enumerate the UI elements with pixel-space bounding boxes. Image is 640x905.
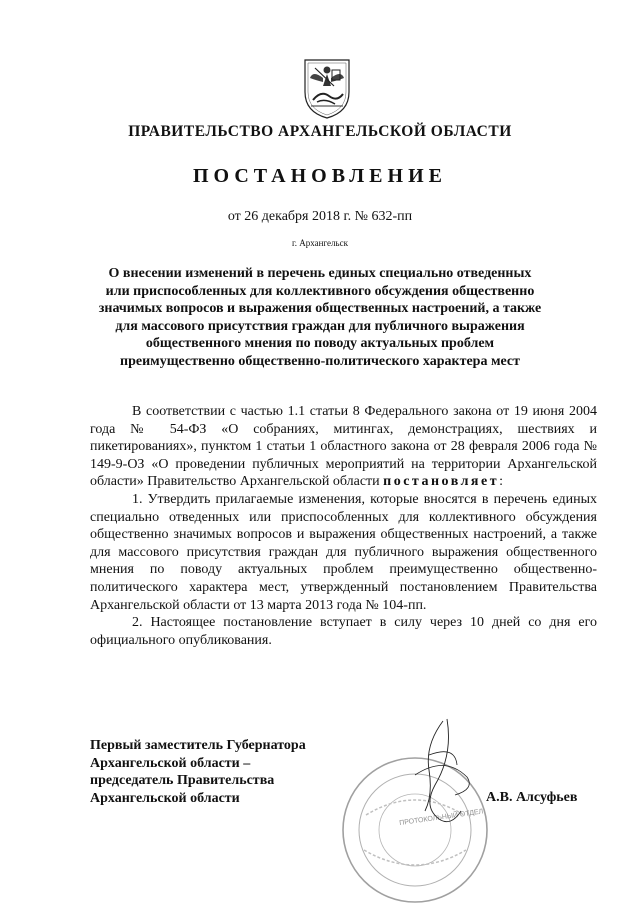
document-date-number: от 26 декабря 2018 г. № 632-пп (227, 209, 413, 224)
handwritten-signature (395, 715, 485, 835)
signer-position-line: Первый заместитель Губернатора (90, 738, 306, 753)
subject-line: для массового присутствия граждан для публичного выражения (115, 318, 525, 334)
signer-position (90, 737, 350, 807)
signer-name: А.В. Алсуфьев (486, 790, 578, 805)
signer-position-line: Архангельской области – (90, 755, 251, 771)
subject-line: значимых вопросов и выражения общественных настроений, а также (98, 301, 542, 317)
preamble-text: В соответствии с частью 1.1 статьи 8 Федерального закона от 19 июня 2004 года № 54-ФЗ «О собраниях, митингах, демонстрациях, шествиях и пикетированиях», пунктом 1 статьи 1 областного закона от 28 февраля 2006 года № 149-9-ОЗ «О проведении публичных мероприятий на территории Архангельской области» Правительство Архангельской области (90, 404, 597, 490)
decree-word: постановляет (383, 474, 500, 490)
government-title: ПРАВИТЕЛЬСТВО АРХАНГЕЛЬСКОЙ ОБЛАСТИ (128, 123, 512, 140)
signer-position-line: Архангельской области (90, 790, 240, 806)
document-type-title: ПОСТАНОВЛЕНИЕ (193, 165, 447, 187)
subject-line: преимущественно общественно-политического характера мест (120, 353, 520, 369)
subject-line: общественного мнения по поводу актуальных проблем (145, 336, 495, 352)
item-2-paragraph: 2. Настоящее постановление вступает в силу через 10 дней со дня его официального опубликования. (90, 615, 597, 648)
document-city: г. Архангельск (292, 238, 348, 248)
subject-line: или приспособленных для коллективного обсуждения общественно (105, 283, 535, 299)
subject-line: О внесении изменений в перечень единых специально отведенных (108, 266, 532, 281)
document-subject (90, 265, 550, 371)
archangel-coat-of-arms-icon (301, 56, 353, 120)
item-1-paragraph: 1. Утвердить прилагаемые изменения, которые вносятся в перечень единых специально отведенных или приспособленных для коллективного обсуждения общественно значимых вопросов и выражения общественных настроений, а также для массового присутствия граждан для публичного выражения общественного мнения по поводу актуальных проблем преимущественно общественно-политического характера мест, утвержденный постановлением Правительства Архангельской области от 13 марта 2013 года № 104-пп. (90, 491, 597, 613)
preamble-paragraph: В соответствии с частью 1.1 статьи 8 Федерального закона от 19 июня 2004 года № 54-ФЗ «О собраниях, митингах, демонстрациях, шествиях и пикетированиях», пунктом 1 статьи 1 областного закона от 28 февраля 2006 года № 149-9-ОЗ «О проведении публичных мероприятий на территории Архангельской области» Правительство Архангельской области постановляет: (90, 404, 597, 490)
document-body (90, 403, 597, 649)
signer-position-line: председатель Правительства (90, 773, 275, 789)
stamp-text: ПРОТОКОЛЬНЫЙ ОТДЕЛ (398, 808, 484, 828)
